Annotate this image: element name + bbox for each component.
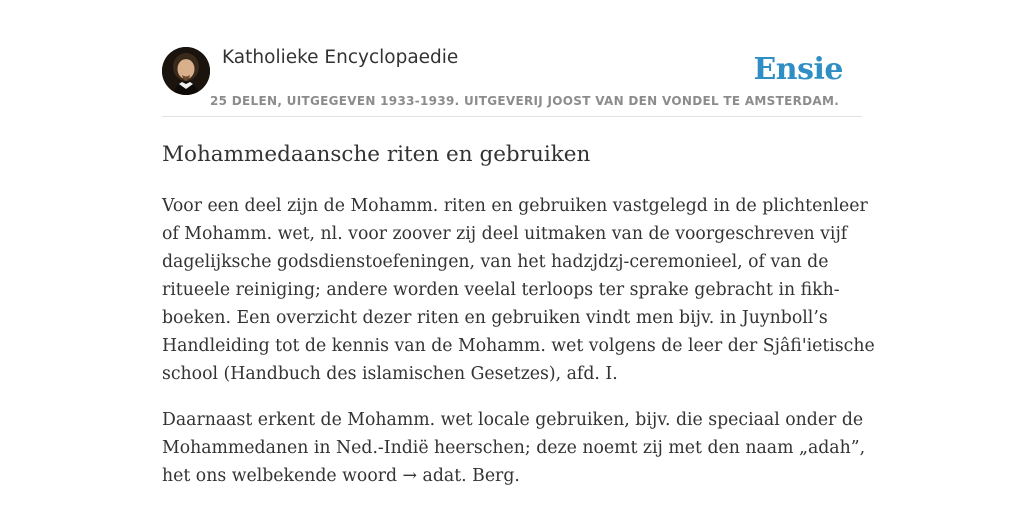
text-line: dagelijksche godsdienstoefeningen, van het hadzjdzj-ceremonieel, of van de (162, 252, 829, 272)
portrait-icon (162, 47, 210, 95)
article-paragraph (162, 192, 875, 388)
publication-subtitle: 25 DELEN, UITGEGEVEN 1933-1939. UITGEVERIJ JOOST VAN DEN VONDEL TE AMSTERDAM. (210, 94, 840, 108)
text-line: ritueele reiniging; andere worden veelal terloops ter sprake gebracht in fikh- (162, 280, 840, 300)
article (162, 139, 875, 490)
text-line: of Mohamm. wet, nl. voor zoover zij deel uitmaken van de voorgeschreven vijf (162, 224, 848, 244)
text-line: boeken. Een overzicht dezer riten en gebruiken vindt men bijv. in Juynboll’s (162, 308, 828, 328)
text-line: school (Handbuch des islamischen Gesetzes), afd. I. (162, 364, 618, 384)
article-paragraph (162, 406, 866, 490)
publication-title[interactable]: Katholieke Encyclopaedie (222, 47, 459, 68)
text-line: het ons welbekende woord → adat. Berg. (162, 466, 520, 486)
text-line: Mohammedanen in Ned.-Indië heerschen; deze noemt zij met den naam „adah”, (162, 438, 866, 458)
site-header (162, 44, 862, 117)
article-title: Mohammedaansche riten en gebruiken (162, 142, 591, 167)
publication-avatar[interactable] (162, 47, 210, 95)
brand-logo-link[interactable]: Ensie (753, 52, 843, 87)
text-line: Voor een deel zijn de Mohamm. riten en gebruiken vastgelegd in de plichtenleer (162, 196, 868, 216)
text-line: Handleiding tot de kennis van de Mohamm. wet volgens de leer der Sjâfi'ietische (162, 336, 875, 356)
text-line: Daarnaast erkent de Mohamm. wet locale gebruiken, bijv. die speciaal onder de (162, 410, 864, 430)
